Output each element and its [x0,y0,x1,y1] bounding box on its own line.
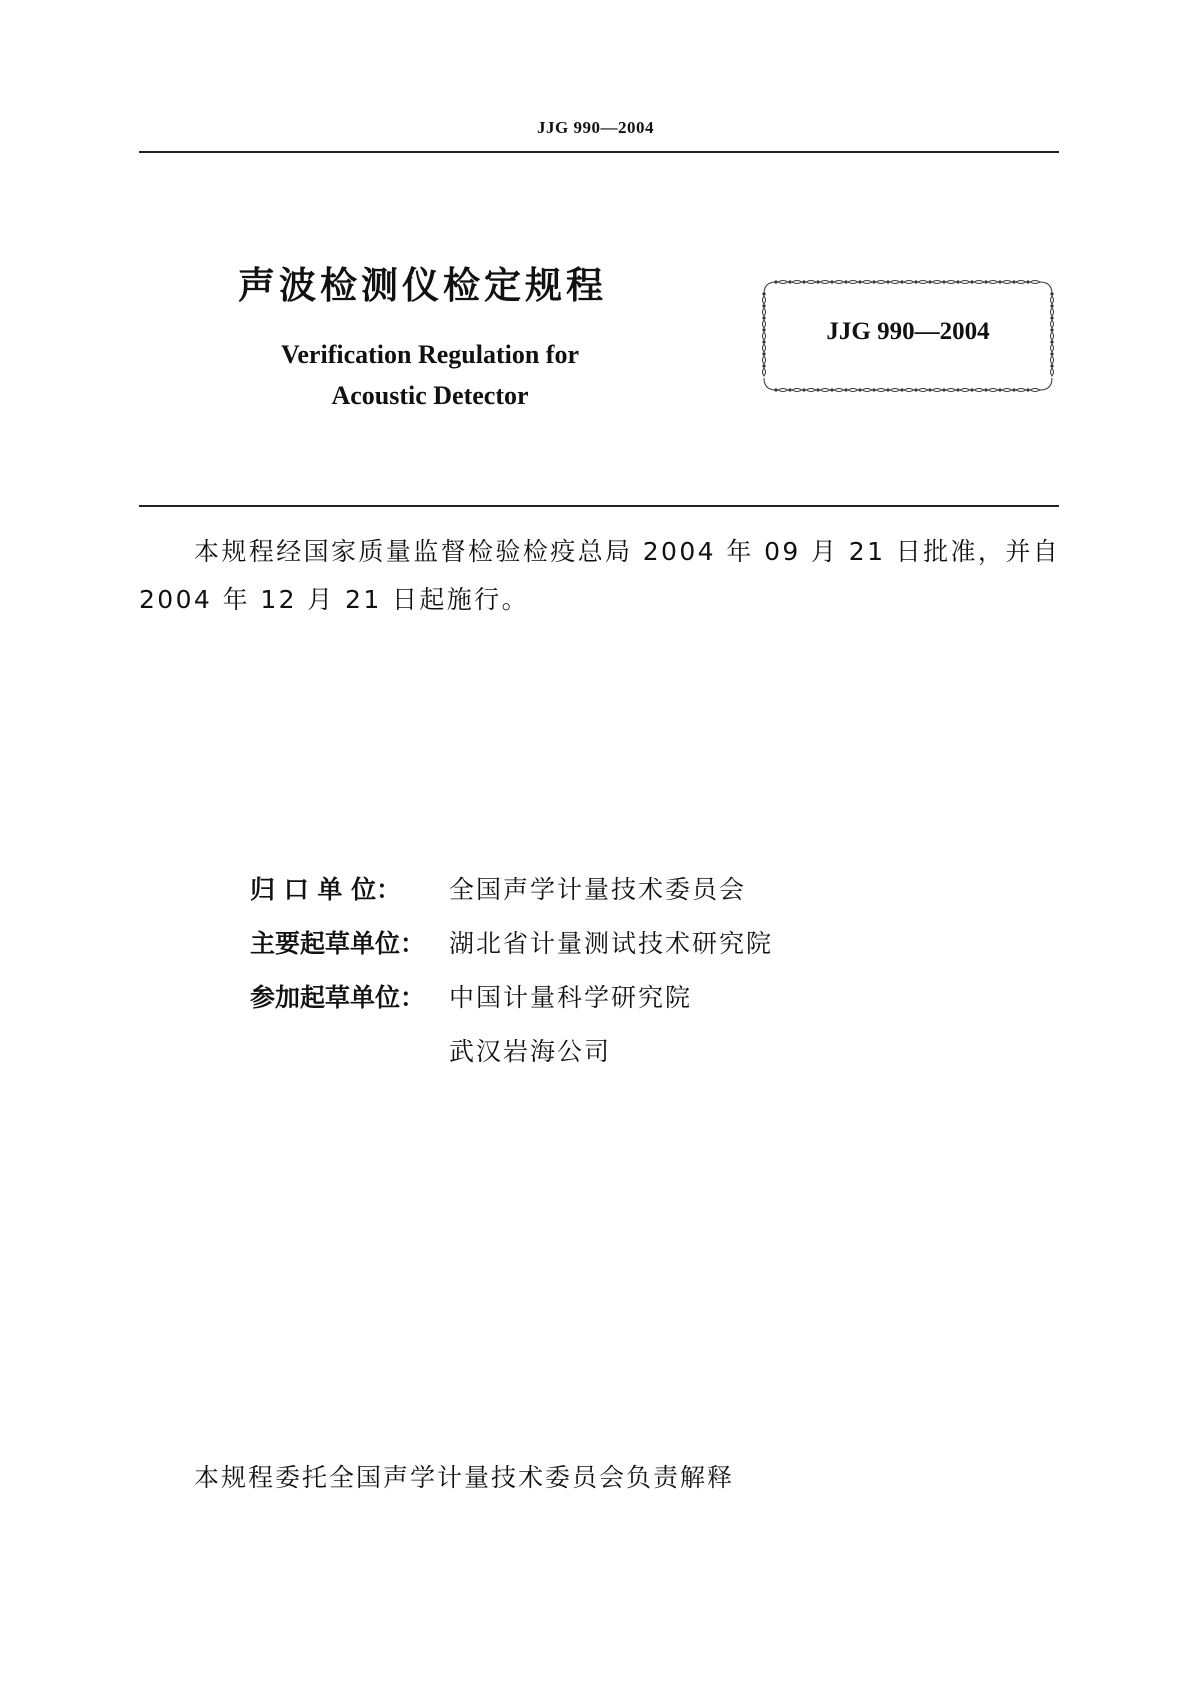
org-label-responsible [250,870,449,906]
org-value-responsible: 全国声学计量技术委员会 [449,875,747,904]
org-label-text: 参加起草单位： [250,983,426,1012]
section-divider [139,505,1059,507]
org-label-text: 主要起草单位： [250,929,426,958]
interpretation-note: 本规程委托全国声学计量技术委员会负责解释 [194,1463,735,1492]
title-english-line2: Acoustic Detector [331,381,529,410]
org-row-responsible [250,870,746,910]
header-standard-code: JJG 990—2004 [537,118,654,137]
org-row-participating-drafter [250,978,692,1018]
org-value-participating-drafter-1: 中国计量科学研究院 [449,983,693,1012]
badge-standard-code: JJG 990—2004 [826,318,990,345]
org-value-participating-drafter-2: 武汉岩海公司 [449,1037,612,1066]
org-row-main-drafter [250,924,773,964]
org-value-main-drafter: 湖北省计量测试技术研究院 [449,929,774,958]
org-label-text: 归 口 单 位： [250,875,402,904]
org-label-participating-drafter [250,978,449,1014]
approval-text-line1: 本规程经国家质量监督检验检疫总局 2004 年 09 月 21 日批准，并自 [194,537,1061,566]
approval-text-line2: 2004 年 12 月 21 日起施行。 [139,585,529,614]
org-label-main-drafter [250,924,449,960]
title-chinese: 声波检测仪检定规程 [238,264,607,307]
org-row-participating-drafter-2 [250,1032,611,1072]
header-divider [139,151,1059,153]
title-english-line1: Verification Regulation for [281,340,579,369]
